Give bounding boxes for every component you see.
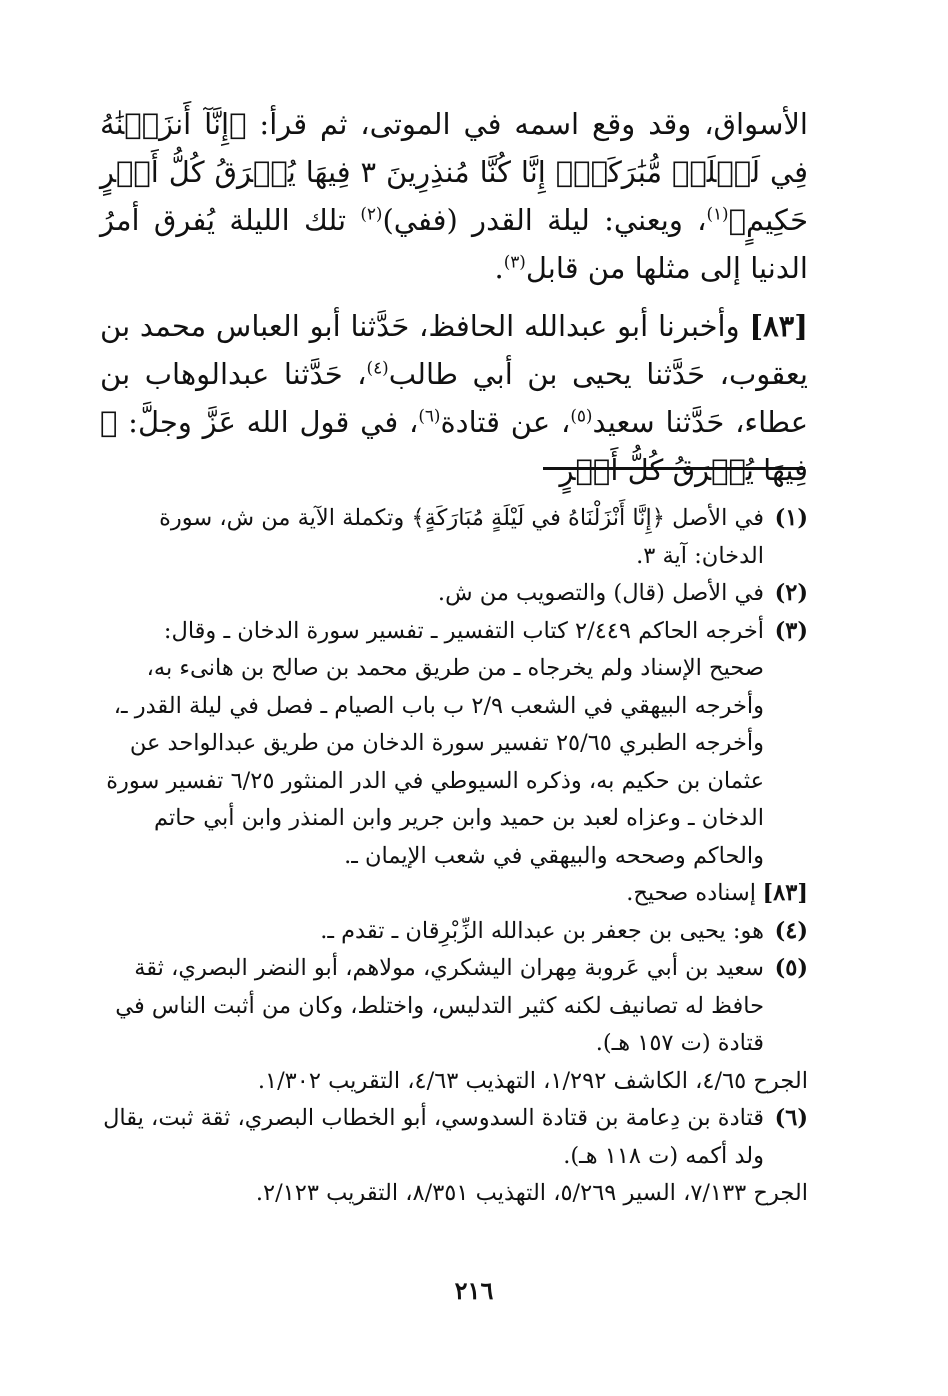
footnote-text bbox=[100, 875, 756, 913]
footnote-line: صحيح الإسناد ولم يخرجاه ـ من طريق محمد بن صالح بن هانىء به، bbox=[146, 655, 764, 681]
footnote-5-references: الجرح ٤/٦٥، الكاشف ١/٢٩٢، التهذيب ٤/٦٣، التقريب ١/٣٠٢. bbox=[257, 1067, 808, 1094]
footnote-text bbox=[100, 575, 764, 613]
para1-lead: الأسواق، وقد وقع اسمه في الموتى، ثم قرأ: bbox=[246, 107, 808, 141]
para2-t3: ، عن قتادة bbox=[440, 405, 571, 439]
para2-t1: وأخبرنا أبو عبدالله الحافظ، حَدَّثنا أبو العباس محمد بن يعقوب، حَدَّثنا يحيى بن أبي طالب bbox=[100, 309, 808, 391]
footnote-line: الدخان: آية ٣. bbox=[636, 542, 764, 569]
para1-tail: تلك الليلة يُفرق أمرُ الدنيا إلى مثلها من قابل bbox=[100, 203, 808, 285]
footnote-line: إسناده صحيح. bbox=[626, 880, 756, 906]
footnote-line: أخرجه الحاكم ٢/٤٤٩ كتاب التفسير ـ تفسير سورة الدخان ـ وقال: bbox=[163, 617, 764, 644]
footnote-1 bbox=[100, 500, 808, 575]
footnote-number: (٥) bbox=[774, 955, 808, 981]
footnote-text bbox=[100, 913, 764, 951]
footnote-number: (٣) bbox=[774, 617, 808, 644]
footnote-3 bbox=[100, 613, 808, 876]
para2-t4: ، في قول الله عَزَّ وجلَّ: bbox=[117, 405, 419, 439]
footnote-line: سعيد بن أبي عَروبة مِهران اليشكري، مولاهم، أبو النضر البصري، ثقة bbox=[134, 955, 764, 981]
footnote-text bbox=[100, 1100, 764, 1175]
footnote-ref-6[interactable]: (٦) bbox=[418, 405, 441, 426]
footnote-6 bbox=[100, 1100, 808, 1175]
footnote-text bbox=[100, 950, 764, 1063]
footnote-line: في الأصل ﴿إِنَّا أَنْزَلْنَاهُ في لَيْلَةٍ مُبَارَكَةٍ﴾ وتكملة الآية من ش، سورة bbox=[159, 505, 764, 531]
footnote-line: ولد أكمه (ت ١١٨ هـ). bbox=[563, 1142, 764, 1169]
page-number: ٢١٦ bbox=[454, 1276, 494, 1305]
footnote-ref-5[interactable]: (٥) bbox=[570, 405, 593, 426]
footnote-number: (٢) bbox=[774, 580, 808, 606]
para2-t2: ، حَدَّثنا عبدالوهاب بن عطاء، حَدَّثنا سعيد bbox=[100, 357, 808, 439]
footnote-line: هو: يحيى بن جعفر بن عبدالله الزِّبْرِقان ـ تقدم ـ. bbox=[320, 917, 764, 944]
footnote-line: قتادة (ت ١٥٧ هـ). bbox=[595, 1030, 764, 1056]
footnote-4 bbox=[100, 913, 808, 951]
footnote-line: في الأصل (قال) والتصويب من ش. bbox=[437, 580, 764, 606]
para1-mid: ، ويعني: ليلة القدر (ففي) bbox=[382, 203, 707, 237]
footnote-line: حافظ له تصانيف لكنه كثير التدليس، واختلط، وكان من أثبت الناس في bbox=[115, 992, 764, 1019]
footnotes bbox=[100, 500, 808, 1213]
footnote-2 bbox=[100, 575, 808, 613]
footnote-number: [٨٣] bbox=[762, 880, 808, 906]
footnote-83 bbox=[100, 875, 808, 913]
footnote-6-references: الجرح ٧/١٣٣، السير ٥/٢٦٩، التهذيب ٨/٣٥١، التقريب ٢/١٢٣. bbox=[255, 1180, 808, 1206]
quran-verse-2: ﴿ فِيهَا يُفۡرَقُ كُلُّ أَمۡرٍ bbox=[100, 405, 808, 487]
quran-verse-1: ﴿إِنَّآ أَنزَلۡنَٰهُ فِي لَيۡلَةٖ مُّبَٰرَكَةٍۚ إِنَّا كُنَّا مُنذِرِينَ ٣ فِيهَا يُفۡرَقُ كُلُّ أَمۡرٍ حَكِيمٍ﴾ bbox=[100, 107, 809, 237]
footnote-line: والحاكم وصححه والبيهقي في شعب الإيمان ـ. bbox=[344, 842, 764, 869]
footnote-number: (١) bbox=[774, 505, 808, 531]
footnote-text bbox=[100, 500, 764, 575]
footnote-line: وأخرجه البيهقي في الشعب ٢/٩ ب باب الصيام ـ فصل في ليلة القدر ـ، bbox=[113, 692, 764, 719]
footnote-line: قتادة بن دِعامة بن قتادة السدوسي، أبو الخطاب البصري، ثقة ثبت، يقال bbox=[103, 1105, 764, 1131]
footnote-line: عثمان بن حكيم به، وذكره السيوطي في الدر المنثور ٦/٢٥ تفسير سورة bbox=[106, 767, 764, 794]
para1-end: . bbox=[494, 251, 504, 285]
footnote-separator bbox=[543, 467, 805, 470]
footnote-text bbox=[100, 613, 764, 876]
footnote-line: الدخان ـ وعزاه لعبد بن حميد وابن جرير وابن المنذر وابن أبي حاتم bbox=[154, 805, 764, 831]
footnote-number: (٤) bbox=[774, 917, 808, 944]
footnote-ref-2[interactable]: (٢) bbox=[360, 203, 383, 224]
footnote-ref-4[interactable]: (٤) bbox=[366, 357, 389, 378]
footnote-number: (٦) bbox=[774, 1105, 808, 1131]
footnote-ref-3[interactable]: (٣) bbox=[503, 251, 526, 272]
main-text bbox=[100, 100, 808, 504]
footnote-5 bbox=[100, 950, 808, 1063]
paragraph-2 bbox=[100, 302, 808, 494]
paragraph-1 bbox=[100, 100, 808, 292]
footnote-line: وأخرجه الطبري ٢٥/٦٥ تفسير سورة الدخان من طريق عبدالواحد عن bbox=[129, 730, 764, 756]
hadith-number: [٨٣] bbox=[749, 309, 808, 343]
footnote-ref-1[interactable]: (١) bbox=[706, 203, 729, 224]
